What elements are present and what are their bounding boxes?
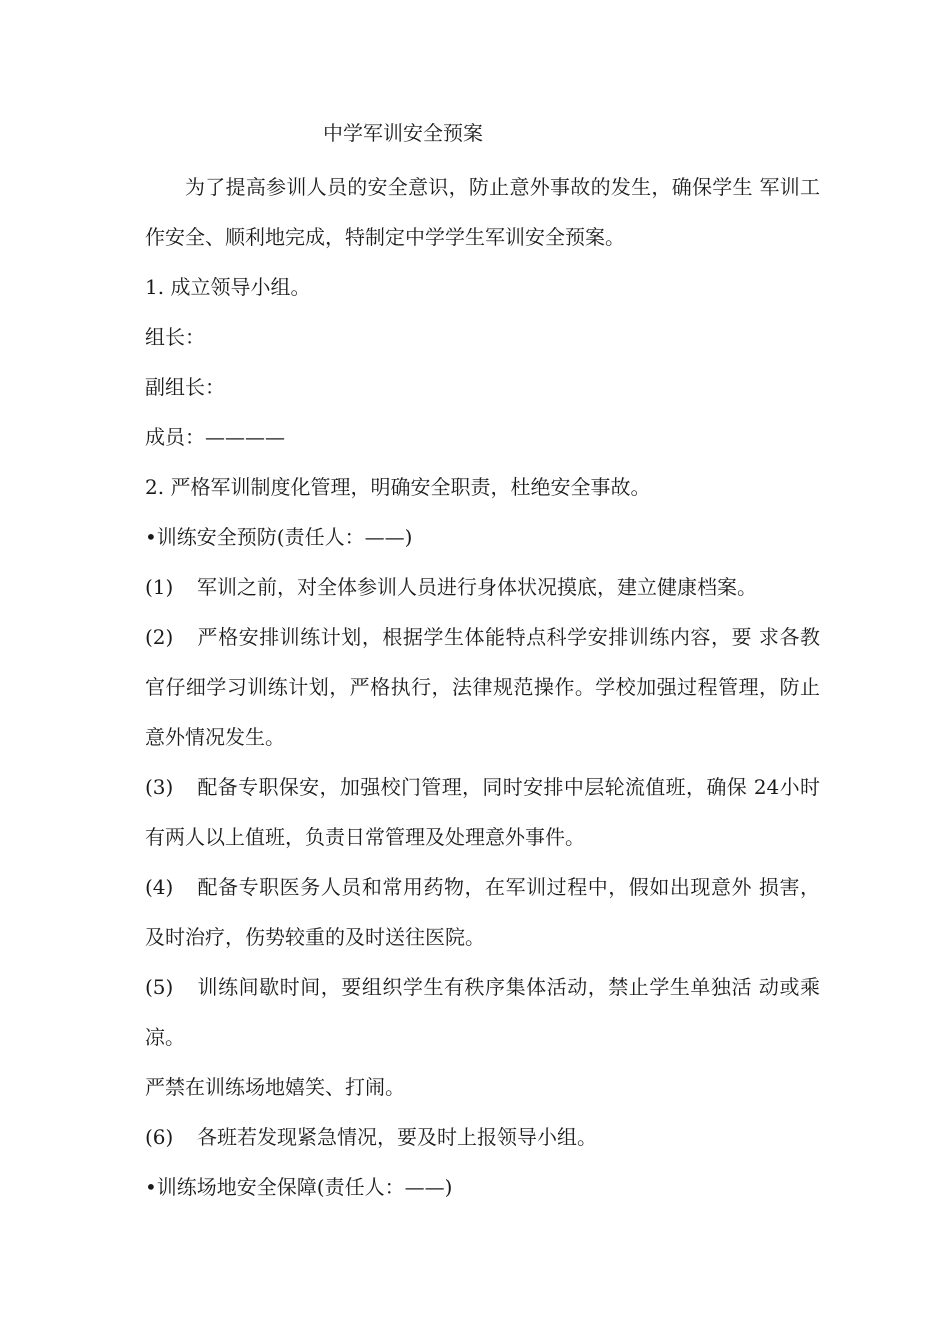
paragraph-text: 组长：	[145, 325, 205, 349]
list-number: (5)	[145, 975, 174, 999]
list-item	[145, 762, 820, 862]
paragraph-text: 军训之前，对全体参训人员进行身体状况摸底，建立健康档案。	[197, 575, 757, 599]
paragraph-text: 2. 严格军训制度化管理，明确安全职责，杜绝安全事故。	[145, 475, 651, 499]
prohibition-line	[145, 1062, 820, 1112]
intro-paragraph	[145, 162, 820, 262]
list-number: (4)	[145, 875, 174, 899]
list-item	[145, 562, 820, 612]
paragraph-text: 成员：————	[145, 425, 285, 449]
list-number: (2)	[145, 625, 174, 649]
paragraph-text: •训练场地安全保障(责任人：——)	[145, 1175, 453, 1199]
section-heading-1	[145, 262, 820, 312]
list-item	[145, 962, 820, 1062]
list-item	[145, 612, 820, 762]
document-body	[145, 162, 820, 1212]
paragraph-text: 严禁在训练场地嬉笑、打闹。	[145, 1075, 405, 1099]
list-number: (3)	[145, 775, 174, 799]
leader-line	[145, 312, 820, 362]
members-line	[145, 412, 820, 462]
paragraph-text: •训练安全预防(责任人：——)	[145, 525, 413, 549]
paragraph-text: 1. 成立领导小组。	[145, 275, 311, 299]
paragraph-text: 为了提高参训人员的安全意识，防止意外事故的发生，确保学生 军训工作安全、顺利地完成，特制定中学学生军训安全预案。	[145, 175, 820, 249]
paragraph-text: 严格安排训练计划，根据学生体能特点科学安排训练内容，要 求各教官仔细学习训练计划，严格执行，法律规范操作。学校加强过程管理，防止意外情况发生。	[145, 625, 820, 749]
list-item	[145, 1112, 820, 1162]
bullet-heading-training-safety	[145, 512, 820, 562]
paragraph-text: 训练间歇时间，要组织学生有秩序集体活动，禁止学生单独活 动或乘凉。	[145, 975, 820, 1049]
paragraph-text: 各班若发现紧急情况，要及时上报领导小组。	[197, 1125, 597, 1149]
deputy-leader-line	[145, 362, 820, 412]
document-title: 中学军训安全预案	[323, 121, 483, 145]
list-number: (1)	[145, 575, 174, 599]
list-number: (6)	[145, 1125, 174, 1149]
section-heading-2	[145, 462, 820, 512]
bullet-heading-site-safety	[145, 1162, 820, 1212]
paragraph-text: 副组长：	[145, 375, 225, 399]
list-item	[145, 862, 820, 962]
paragraph-text: 配备专职保安，加强校门管理，同时安排中层轮流值班，确保 24小时有两人以上值班，负责日常管理及处理意外事件。	[145, 775, 820, 849]
paragraph-text: 配备专职医务人员和常用药物，在军训过程中，假如出现意外 损害，及时治疗，伤势较重的及时送往医院。	[145, 875, 820, 949]
